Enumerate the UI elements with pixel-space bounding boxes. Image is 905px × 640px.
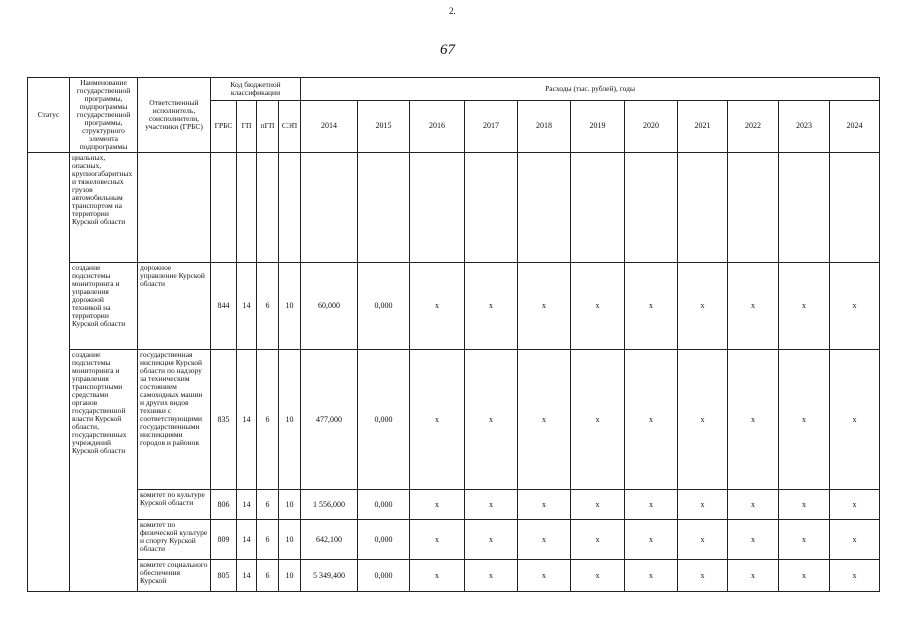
value-cell: 0,000 [358, 350, 410, 490]
table-row [28, 490, 880, 520]
value-cell: x [678, 263, 728, 350]
value-cell: x [830, 263, 880, 350]
value-cell: x [625, 490, 678, 520]
code-pgp: 6 [257, 490, 279, 520]
code-pgp: 6 [257, 350, 279, 490]
value-cell: 5 349,400 [301, 560, 358, 592]
code-sep: 10 [279, 490, 301, 520]
expenses-table [27, 77, 880, 592]
value-cell: 0,000 [358, 560, 410, 592]
value-cell: x [518, 560, 571, 592]
code-pgp: 6 [257, 520, 279, 560]
code-pgp: 6 [257, 263, 279, 350]
table-row [28, 263, 880, 350]
page-mark: 2. [449, 6, 456, 16]
row-responsible: дорожное управление Курской области [138, 263, 211, 350]
row-responsible: комитет социального обеспечения Курской [138, 560, 211, 592]
header-year: 2015 [358, 100, 410, 152]
value-cell: x [625, 263, 678, 350]
code-gp: 14 [237, 560, 257, 592]
code-sep: 10 [279, 350, 301, 490]
value-cell: 642,100 [301, 520, 358, 560]
header-year: 2020 [625, 100, 678, 152]
value-cell: x [571, 263, 625, 350]
header-expenses: Расходы (тыс. рублей), годы [301, 78, 880, 101]
value-cell: x [518, 350, 571, 490]
row-name: создание подсистемы мониторинга и управления дорожной техникой на территории Курской области [70, 263, 138, 350]
header-code-grbs: ГРБС [211, 100, 237, 152]
value-cell: x [518, 520, 571, 560]
header-year: 2016 [410, 100, 465, 152]
header-code-pgp: пГП [257, 100, 279, 152]
row-responsible: комитет по культуре Курской области [138, 490, 211, 520]
value-cell: x [571, 560, 625, 592]
value-cell: x [625, 560, 678, 592]
header-status: Статус [28, 78, 70, 153]
code-grbs: 835 [211, 350, 237, 490]
value-cell: 0,000 [358, 520, 410, 560]
code-gp: 14 [237, 520, 257, 560]
header-year: 2014 [301, 100, 358, 152]
code-grbs: 844 [211, 263, 237, 350]
value-cell: x [728, 263, 779, 350]
table-row [28, 520, 880, 560]
value-cell: x [625, 520, 678, 560]
header-budget-code: Код бюджетной классификации [211, 78, 301, 101]
value-cell: x [625, 350, 678, 490]
code-grbs: 809 [211, 520, 237, 560]
table-row [28, 350, 880, 490]
header-responsible: Ответственный исполнитель, соисполнители, участники (ГРБС) [138, 78, 211, 153]
code-grbs: 806 [211, 490, 237, 520]
code-gp: 14 [237, 490, 257, 520]
status-cell [28, 153, 70, 592]
value-cell: 0,000 [358, 490, 410, 520]
value-cell: x [779, 350, 830, 490]
value-cell: x [465, 263, 518, 350]
header-year: 2021 [678, 100, 728, 152]
code-pgp: 6 [257, 560, 279, 592]
value-cell: x [779, 263, 830, 350]
header-code-gp: ГП [237, 100, 257, 152]
value-cell: x [465, 350, 518, 490]
value-cell: x [678, 520, 728, 560]
value-cell: x [465, 490, 518, 520]
value-cell: x [830, 350, 880, 490]
value-cell: x [410, 520, 465, 560]
value-cell: x [728, 350, 779, 490]
header-year: 2017 [465, 100, 518, 152]
value-cell: x [728, 520, 779, 560]
value-cell: 60,000 [301, 263, 358, 350]
value-cell: x [678, 490, 728, 520]
page-number: 67 [440, 42, 455, 58]
code-gp: 14 [237, 263, 257, 350]
header-year: 2022 [728, 100, 779, 152]
table-row [28, 560, 880, 592]
header-year: 2023 [779, 100, 830, 152]
value-cell: x [728, 490, 779, 520]
row-name: циальных, опасных, крупногабаритных и тяжеловесных грузов автомобильным транспортом на территории Курской области [70, 153, 138, 263]
value-cell: x [678, 560, 728, 592]
value-cell: x [518, 490, 571, 520]
value-cell: x [830, 520, 880, 560]
header-year: 2019 [571, 100, 625, 152]
value-cell: x [571, 520, 625, 560]
value-cell: x [410, 263, 465, 350]
value-cell: x [571, 490, 625, 520]
table-row [28, 153, 880, 263]
row-responsible: комитет по физической культуре и спорту Курской области [138, 520, 211, 560]
code-gp: 14 [237, 350, 257, 490]
value-cell: 1 556,000 [301, 490, 358, 520]
header-name: Наименование государственной программы, подпрограммы государственной программы, структурного элемента подпрограммы [70, 78, 138, 153]
code-grbs: 805 [211, 560, 237, 592]
value-cell: x [465, 560, 518, 592]
value-cell: x [830, 490, 880, 520]
value-cell: x [410, 490, 465, 520]
code-sep: 10 [279, 560, 301, 592]
code-sep: 10 [279, 263, 301, 350]
value-cell: x [779, 560, 830, 592]
row-name: создание подсистемы мониторинга и управления транспортными средствами органов государственной власти Курской области, государственных учреждений Курской области [70, 350, 138, 592]
row-responsible [138, 153, 211, 263]
header-year: 2018 [518, 100, 571, 152]
value-cell: x [830, 560, 880, 592]
value-cell: x [410, 350, 465, 490]
code-sep: 10 [279, 520, 301, 560]
header-year: 2024 [830, 100, 880, 152]
header-code-sep: СЭП [279, 100, 301, 152]
value-cell: x [518, 263, 571, 350]
value-cell: 0,000 [358, 263, 410, 350]
row-responsible: государственная инспекция Курской области по надзору за техническим состоянием самоходных машин и других видов техники с соответствующими государственными инспекциями городов и районов [138, 350, 211, 490]
value-cell: x [465, 520, 518, 560]
value-cell: x [571, 350, 625, 490]
value-cell: x [410, 560, 465, 592]
value-cell: x [779, 490, 830, 520]
value-cell: x [728, 560, 779, 592]
value-cell: 477,000 [301, 350, 358, 490]
value-cell: x [678, 350, 728, 490]
value-cell: x [779, 520, 830, 560]
